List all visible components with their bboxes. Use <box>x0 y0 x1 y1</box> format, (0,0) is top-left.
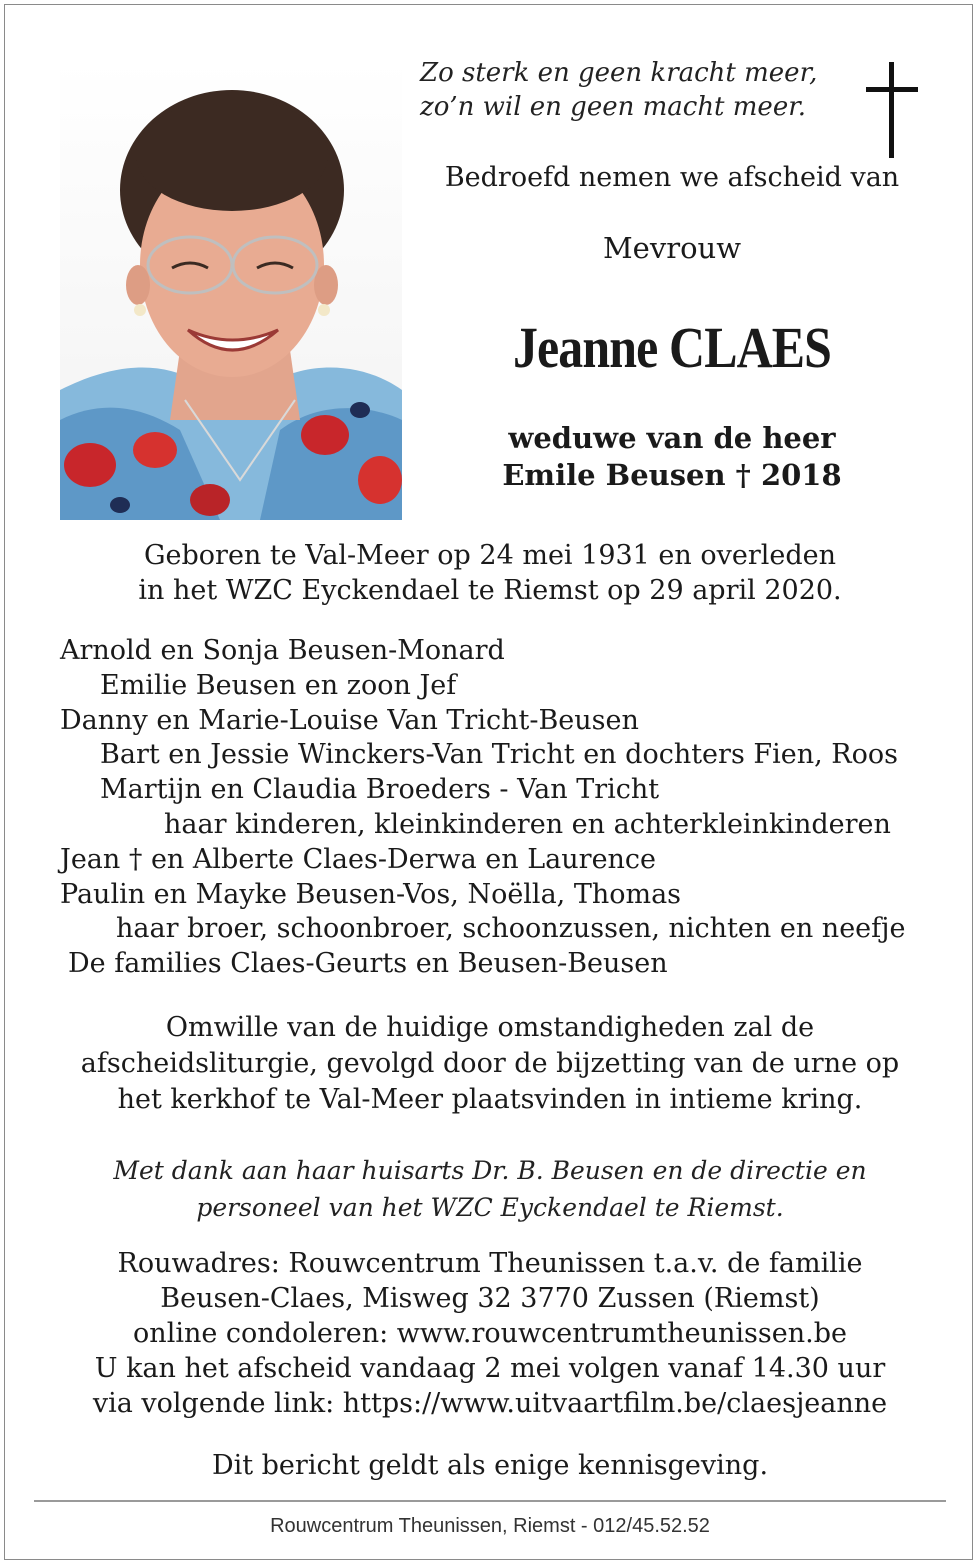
family-row: Danny en Marie-Louise Van Tricht-Beusen <box>60 704 639 736</box>
cross-icon <box>862 60 922 160</box>
thanks-note <box>40 1152 940 1226</box>
family-row: haar broer, schoonbroer, schoonzussen, nichten en neefje <box>116 913 906 945</box>
address-line: Rouwadres: Rouwcentrum Theunissen t.a.v. de familie <box>117 1248 863 1279</box>
thanks-line: Met dank aan haar huisarts Dr. B. Beusen en de directie en <box>113 1156 867 1185</box>
family-row: Martijn en Claudia Broeders - Van Tricht <box>100 774 660 806</box>
intro-text: Bedroefd nemen we afscheid van <box>444 162 900 193</box>
portrait-photo <box>60 60 402 520</box>
verse-line: zo’n wil en geen macht meer. <box>420 92 807 122</box>
widow-line: Emile Beusen † 2018 <box>502 458 842 492</box>
notice-text: Dit bericht geldt als enige kennisgeving. <box>211 1450 769 1481</box>
address-block <box>40 1246 940 1421</box>
ceremony-line: Omwille van de huidige omstandigheden zal de <box>165 1012 815 1043</box>
deceased-name: Jeanne CLAES <box>512 315 832 380</box>
family-row: De families Claes-Geurts en Beusen-Beusen <box>68 948 668 980</box>
verse-line: Zo sterk en geen kracht meer, <box>420 58 818 88</box>
born-line: in het WZC Eyckendael te Riemst op 29 april 2020. <box>138 575 842 606</box>
family-list <box>60 634 940 982</box>
family-row: Paulin en Mayke Beusen-Vos, Noëlla, Thomas <box>60 878 682 910</box>
ceremony-line: het kerkhof te Val-Meer plaatsvinden in intieme kring. <box>117 1084 863 1115</box>
funeral-home-footer: Rouwcentrum Theunissen, Riemst - 012/45.52.52 <box>270 1515 710 1537</box>
family-row: Jean † en Alberte Claes-Derwa en Laurence <box>60 843 657 875</box>
widow-line: weduwe van de heer <box>508 421 836 455</box>
ceremony-info <box>40 1010 940 1118</box>
divider <box>34 1500 946 1502</box>
address-line: U kan het afscheid vandaag 2 mei volgen vanaf 14.30 uur <box>94 1353 886 1384</box>
verse <box>420 56 840 124</box>
family-row: Arnold en Sonja Beusen-Monard <box>60 635 505 666</box>
born-line: Geboren te Val-Meer op 24 mei 1931 en overleden <box>143 540 837 571</box>
family-row: Emilie Beusen en zoon Jef <box>100 669 457 701</box>
widow-info <box>412 420 932 494</box>
thanks-line: personeel van het WZC Eyckendael te Riemst. <box>196 1193 784 1222</box>
address-line: Beusen-Claes, Misweg 32 3770 Zussen (Riemst) <box>160 1283 820 1314</box>
stream-link[interactable]: via volgende link: https://www.uitvaartfilm.be/claesjeanne <box>92 1388 888 1419</box>
birth-death-info <box>60 538 920 608</box>
condolence-link[interactable]: online condoleren: www.rouwcentrumtheunissen.be <box>133 1318 847 1349</box>
family-row: haar kinderen, kleinkinderen en achterkleinkinderen <box>164 808 891 840</box>
ceremony-line: afscheidsliturgie, gevolgd door de bijzetting van de urne op <box>80 1048 900 1079</box>
family-row: Bart en Jessie Winckers-Van Tricht en dochters Fien, Roos <box>100 739 898 771</box>
honorific: Mevrouw <box>602 231 742 265</box>
portrait-image <box>60 60 402 520</box>
